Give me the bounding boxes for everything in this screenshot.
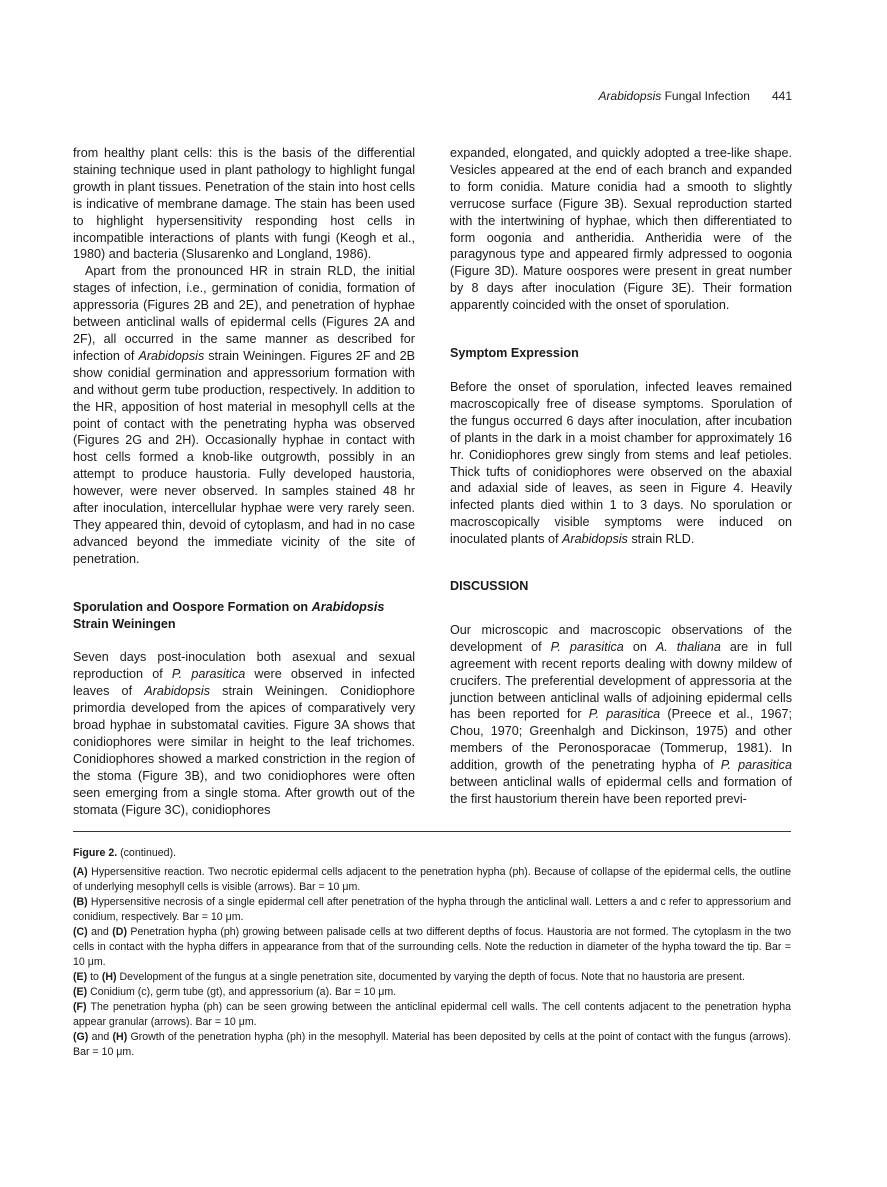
section-heading-discussion: DISCUSSION: [450, 579, 529, 594]
running-title: Arabidopsis Fungal Infection: [598, 89, 750, 103]
paragraph: from healthy plant cells: this is the basis of the differential staining technique used in plant pathology to highlight fungal growth in plant tissues. Penetration of the stain into host cells is indicative of membrane damage. The stain has been used to highlight hypersensitivity responding host cells in incompatible interactions of plants with fungi (Keogh et al., 1980) and bacteria (Slusarenko and Longland, 1986).: [73, 146, 415, 262]
caption-item: (A) Hypersensitive reaction. Two necrotic epidermal cells adjacent to the penetration hypha (ph). Because of collapse of the epidermal cells, the outline of underlying mesophyll cells is visible (arrows). Bar = 10 μm.: [73, 866, 791, 893]
caption-item: (E) Conidium (c), germ tube (gt), and appressorium (a). Bar = 10 μm.: [73, 986, 397, 998]
section-heading: Sporulation and Oospore Formation on Arabidopsis Strain Weiningen: [73, 599, 385, 631]
page-number: 441: [771, 89, 792, 103]
paragraph: expanded, elongated, and quickly adopted a tree-like shape. Vesicles appeared at the end of each branch and expanded to form conidia. Mature conidia had a smooth to slightly verrucose surface (Figure 3B). Sexual reproduction started with the intertwining of hyphae, which then differentiated to form oogonia and antheridia. Antheridia were of the paragynous type and appeared firmly adpressed to oogonia (Figure 3D). Mature oospores were present in great number by 8 days after inoculation (Figure 3E). Their formation apparently coincided with the onset of sporulation.: [450, 146, 792, 313]
caption-item: (G) and (H) Growth of the penetration hypha (ph) in the mesophyll. Material has been deposited by cells at the point of contact with the fungus (arrows). Bar = 10 μm.: [73, 1031, 791, 1058]
right-column: [450, 145, 792, 808]
divider: [73, 831, 791, 832]
caption-item: (E) to (H) Development of the fungus at a single penetration site, documented by varying the depth of focus. Note that no haustoria are present.: [73, 971, 745, 983]
caption-item: (F) The penetration hypha (ph) can be seen growing between the anticlinal epidermal cell walls. The cell contents adjacent to the penetration hypha appear granular (arrows). Bar = 10 μm.: [73, 1001, 791, 1028]
paragraph: Our microscopic and macroscopic observations of the development of P. parasitica on A. thaliana are in full agreement with recent reports dealing with downy mildew of crucifers. The preferential development of appressoria at the junction between anticlinal walls of adjoining epidermal cells has been reported for P. parasitica (Preece et al., 1967; Chou, 1970; Greenhalgh and Dickinson, 1975) and other members of the Peronosporacae (Tommerup, 1981). In addition, growth of the penetrating hypha of P. parasitica between anticlinal walls of epidermal cells and formation of the first haustorium therein have been reported previ-: [450, 622, 792, 806]
caption-item: (B) Hypersensitive necrosis of a single epidermal cell after penetration of the hypha through the anticlinal wall. Letters a and c refer to appressorium and conidium, respectively. Bar = 10 μm.: [73, 896, 791, 923]
paragraph: Apart from the pronounced HR in strain RLD, the initial stages of infection, i.e., germination of conidia, formation of appressoria (Figures 2B and 2E), and penetration of hyphae between anticlinal walls of epidermal cells (Figures 2A and 2F), all occurred in the same manner as described for infection of Arabidopsis strain Weiningen. Figures 2F and 2B show conidial germination and appressorium formation with and without germ tube production, respectively. In addition to the HR, apposition of host material in mesophyll cells at the point of contact with the penetrating hypha was observed (Figures 2G and 2H). Occasionally hyphae in contact with host cells formed a knob-like outgrowth, possibly in an attempt to produce haustoria. Fully developed haustoria, however, were never observed. In samples stained 48 hr after inoculation, intercellular hyphae were very rarely seen. They appeared thin, devoid of cytoplasm, and had in no case advanced beyond the immediate vicinity of the site of penetration.: [73, 264, 415, 566]
paragraph: Before the onset of sporulation, infected leaves remained macroscopically free of disease symptoms. Sporulation of the fungus occurred 6 days after inoculation, after incubation of plants in the dark in a moist chamber for approximately 16 hr. Conidiophores grew singly from stems and leaf petioles. Thick tufts of conidiophores were observed on the abaxial and adaxial side of leaves, as seen in Figure 4. Heavily infected plants died within 1 to 3 days. No sporulation or macroscopically visible symptoms were induced on inoculated plants of Arabidopsis strain RLD.: [450, 379, 792, 547]
paragraph: Seven days post-inoculation both asexual and sexual reproduction of P. parasitica were observed in infected leaves of Arabidopsis strain Weiningen. Conidiophore primordia developed from the apices of comparatively very broad hyphae in substomatal cavities. Figure 3A shows that conidiophores were similar in height to the leaf trichomes. Conidiophores showed a marked constriction in the region of the stoma (Figure 3B), and two conidiophores were often seen emerging from a single stoma. After growth out of the stomata (Figure 3C), conidiophores: [73, 650, 415, 817]
section-heading-symptom-expression: Symptom Expression: [450, 346, 579, 361]
left-column: [73, 145, 415, 819]
running-header: [599, 89, 792, 103]
figure-caption: [73, 846, 791, 1060]
caption-item: (C) and (D) Penetration hypha (ph) growing between palisade cells at two different depths of focus. Haustoria are not formed. The cytoplasm in the two cells in contact with the hypha differs in appearance from that of the surrounding cells. Note the reduction in diameter of the hypha toward the tip. Bar = 10 μm.: [73, 926, 791, 968]
caption-title: Figure 2. (continued).: [73, 847, 177, 859]
